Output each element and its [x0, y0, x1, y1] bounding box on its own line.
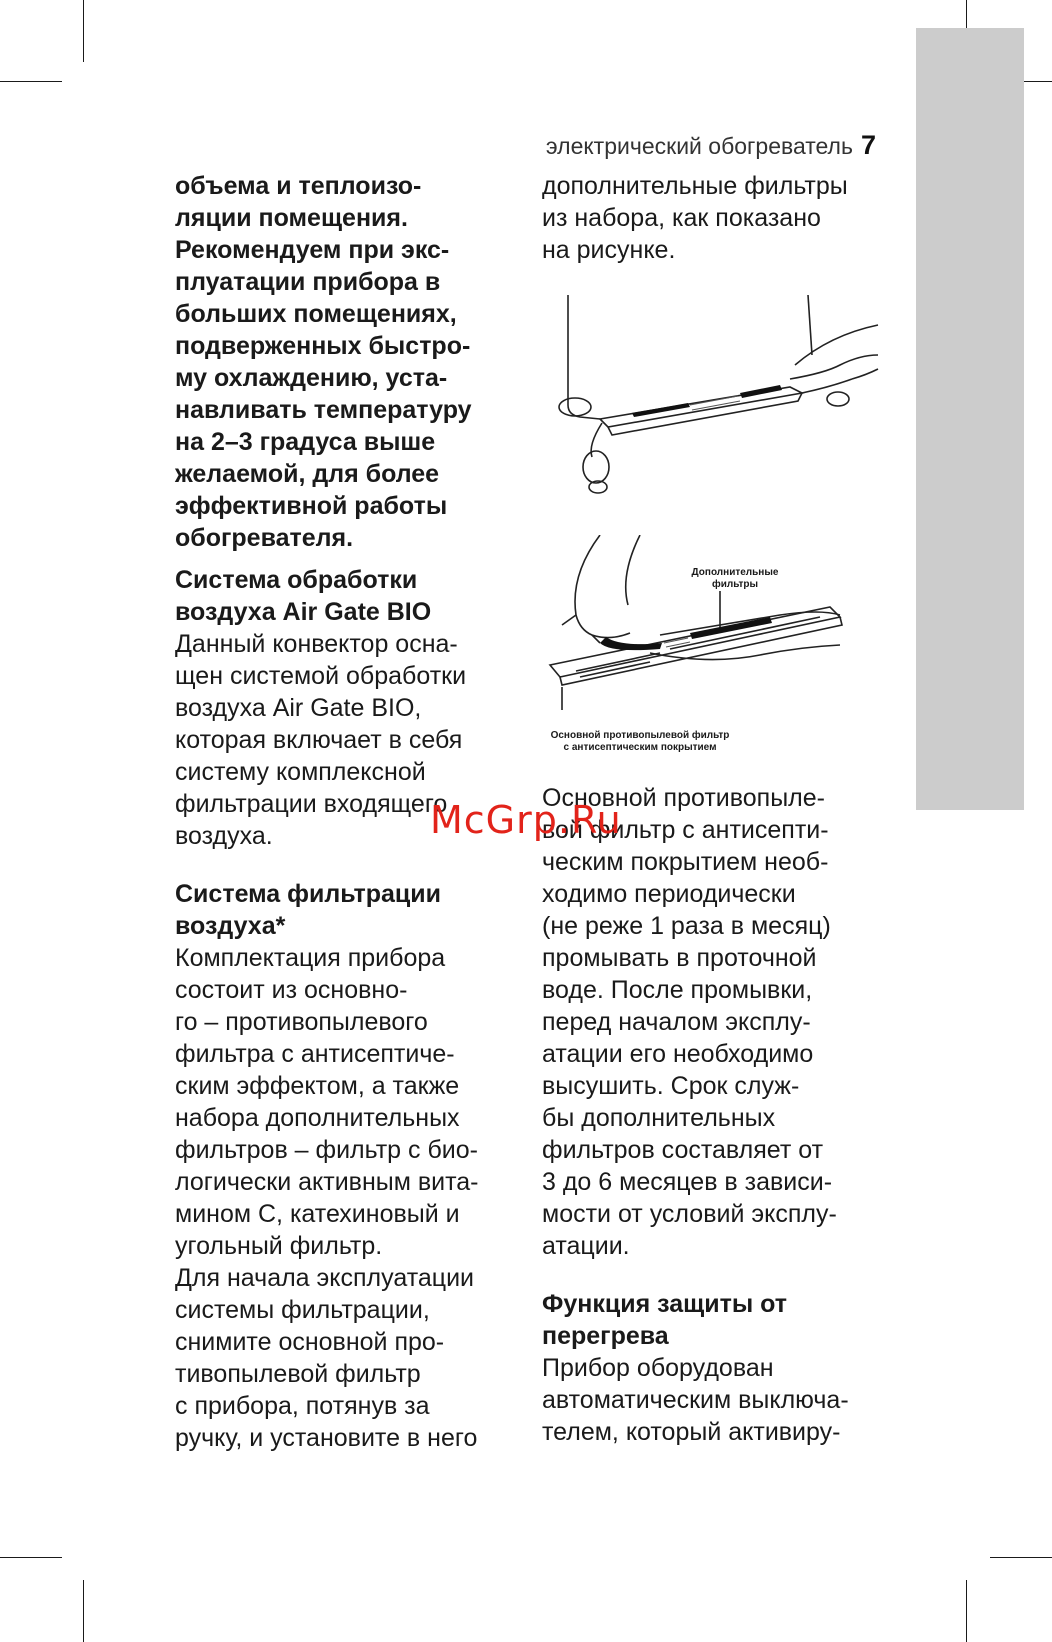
- text-line: навливать температуру: [175, 396, 472, 424]
- text-line: фильтрации входящего: [175, 790, 448, 818]
- crop-mark: [0, 81, 62, 82]
- section-heading: [542, 1288, 887, 1352]
- text-line: атации его необходимо: [542, 1040, 814, 1068]
- text-line: ческим покрытием необ-: [542, 848, 829, 876]
- heading-line: воздуха Air Gate BIO: [175, 598, 432, 626]
- heading-line: перегрева: [542, 1322, 669, 1350]
- text-line: на рисунке.: [542, 236, 676, 264]
- label-line: Дополнительные: [691, 567, 779, 578]
- text-line: Рекомендуем при экс-: [175, 236, 450, 264]
- text-line: (не реже 1 раза в месяц): [542, 912, 831, 940]
- side-tab: [916, 28, 1024, 810]
- warning-text: [175, 170, 520, 554]
- text-line: Основной противопыле-: [542, 784, 825, 812]
- text-line: фильтров составляет от: [542, 1136, 824, 1164]
- crop-mark: [83, 0, 84, 62]
- text-line: воздуха.: [175, 822, 273, 850]
- section-heading: [175, 564, 520, 628]
- text-line: с прибора, потянув за: [175, 1392, 430, 1420]
- text-line: Комплектация прибора: [175, 944, 446, 972]
- watermark: McGrp.Ru: [430, 798, 622, 842]
- text-line: ручку, и установите в него: [175, 1424, 478, 1452]
- text-line: набора дополнительных: [175, 1104, 460, 1132]
- text-line: дополнительные фильтры: [542, 172, 848, 200]
- text-line: промывать в проточной: [542, 944, 817, 972]
- text-line: снимите основной про-: [175, 1328, 445, 1356]
- text-line: угольный фильтр.: [175, 1232, 383, 1260]
- label-line: фильтры: [711, 579, 759, 590]
- text-line: плуатации прибора в: [175, 268, 441, 296]
- text-line: систему комплексной: [175, 758, 426, 786]
- text-line: объема и теплоизо-: [175, 172, 422, 200]
- section-heading: [175, 878, 520, 942]
- text-line: перед началом эксплу-: [542, 1008, 811, 1036]
- header-title: электрический обогреватель: [545, 133, 853, 159]
- text-line: бы дополнительных: [542, 1104, 776, 1132]
- heading-line: Функция защиты от: [542, 1290, 788, 1318]
- text-line: на 2–3 градуса выше: [175, 428, 436, 456]
- text-line: Прибор оборудован: [542, 1354, 774, 1382]
- heading-line: Система обработки: [175, 566, 418, 594]
- text-line: состоит из основно-: [175, 976, 408, 1004]
- additional-filters-label: [690, 567, 780, 591]
- right-paragraph: [542, 782, 887, 1448]
- text-line: больших помещениях,: [175, 300, 457, 328]
- text-line: му охлаждению, уста-: [175, 364, 448, 392]
- text-line: желаемой, для более: [175, 460, 440, 488]
- crop-mark: [990, 1557, 1052, 1558]
- heading-line: воздуха*: [175, 912, 286, 940]
- crop-mark: [966, 1580, 967, 1642]
- text-line: ходимо периодически: [542, 880, 796, 908]
- text-line: ляции помещения.: [175, 204, 408, 232]
- text-line: Данный конвектор осна-: [175, 630, 458, 658]
- text-line: фильтра с антисептиче-: [175, 1040, 455, 1068]
- label-line: Основной противопылевой фильтр: [550, 730, 730, 741]
- text-line: эффективной работы: [175, 492, 448, 520]
- text-line: щен системой обработки: [175, 662, 467, 690]
- text-line: мости от условий эксплу-: [542, 1200, 837, 1228]
- text-line: логически активным вита-: [175, 1168, 479, 1196]
- text-line: подверженных быстро-: [175, 332, 471, 360]
- text-line: телем, который активиру-: [542, 1418, 841, 1446]
- section-overheat: [542, 1288, 887, 1448]
- text-line: из набора, как показано: [542, 204, 821, 232]
- main-filter-label: [540, 730, 740, 754]
- text-line: тивопылевой фильтр: [175, 1360, 421, 1388]
- text-line: воздуха Air Gate BIO,: [175, 694, 422, 722]
- page-header: [546, 130, 876, 161]
- section-filtration: [175, 878, 520, 1454]
- text-line: обогревателя.: [175, 524, 354, 552]
- text-line: которая включает в себя: [175, 726, 463, 754]
- page-number: 7: [860, 130, 876, 160]
- text-line: ским эффектом, а также: [175, 1072, 460, 1100]
- heading-line: Система фильтрации: [175, 880, 441, 908]
- label-line: с антисептическим покрытием: [563, 742, 717, 753]
- text-line: 3 до 6 месяцев в зависи-: [542, 1168, 833, 1196]
- text-line: вой фильтр с антисепти-: [542, 816, 829, 844]
- text-line: фильтров – фильтр с био-: [175, 1136, 478, 1164]
- text-line: воде. После промывки,: [542, 976, 813, 1004]
- text-line: системы фильтрации,: [175, 1296, 430, 1324]
- right-intro: [542, 170, 882, 266]
- text-line: мином С, катехиновый и: [175, 1200, 460, 1228]
- heater-filter-illustration: [540, 295, 880, 505]
- filter-frame-illustration: [540, 535, 880, 720]
- text-line: го – противопылевого: [175, 1008, 428, 1036]
- text-line: атации.: [542, 1232, 630, 1260]
- crop-mark: [83, 1580, 84, 1642]
- text-line: автоматическим выключа-: [542, 1386, 849, 1414]
- crop-mark: [0, 1557, 62, 1558]
- text-line: высушить. Срок служ-: [542, 1072, 800, 1100]
- text-line: Для начала эксплуатации: [175, 1264, 475, 1292]
